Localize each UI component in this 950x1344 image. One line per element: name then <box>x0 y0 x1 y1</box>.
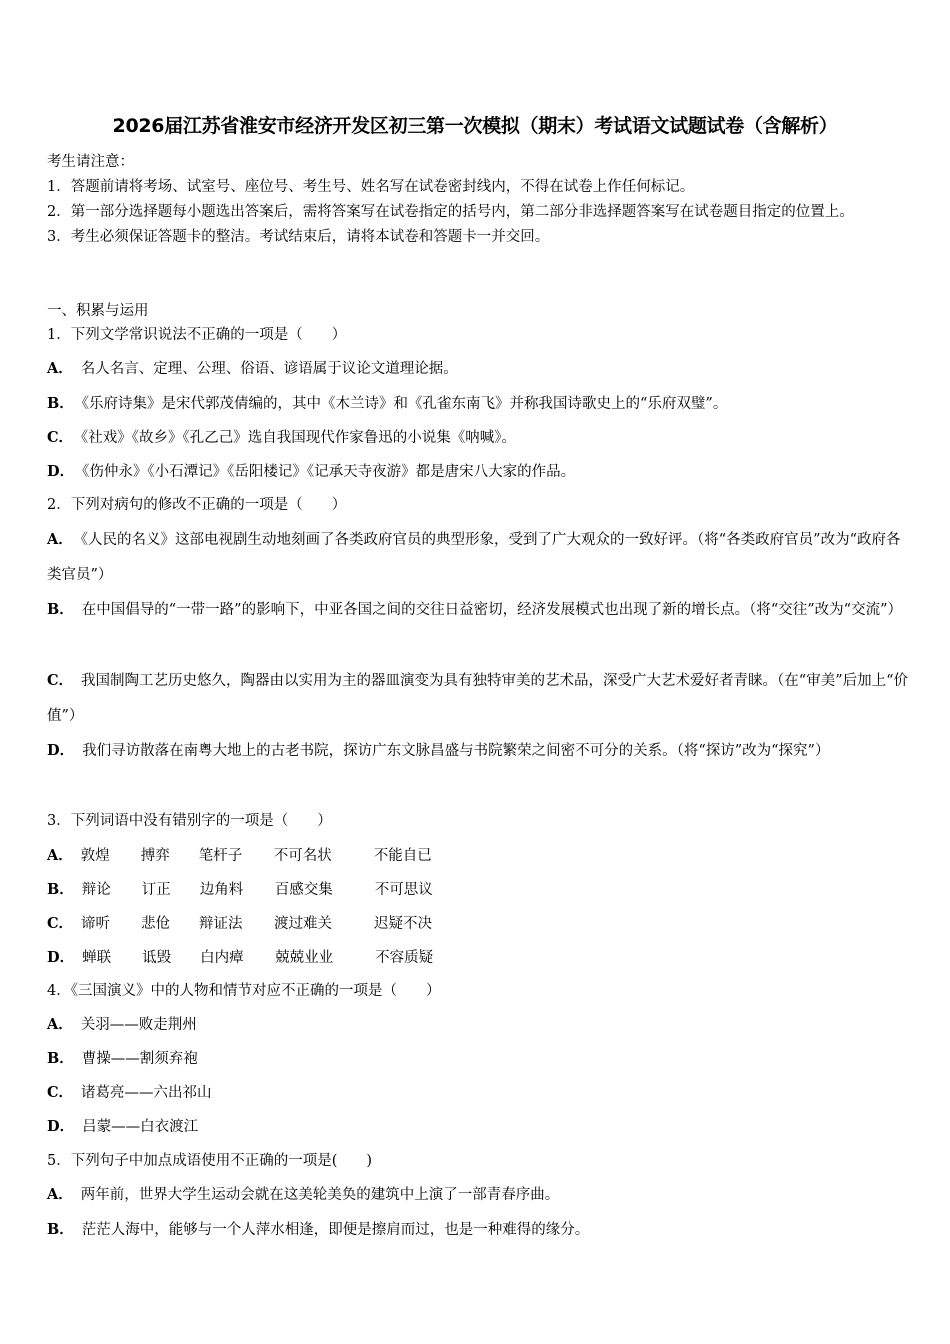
notice-item-2: 2．第一部分选择题每小题选出答案后，需将答案写在试卷指定的括号内，第二部分非选择题答案写在试卷题目指定的位置上。 <box>47 204 854 220</box>
word: 搏弈 <box>140 848 170 864</box>
option-text: 吕蒙——白衣渡江 <box>82 1119 199 1135</box>
word: 不容质疑 <box>375 950 434 966</box>
question-2-stem: 2．下列对病句的修改不正确的一项是（ ） <box>47 497 347 513</box>
q5-option-a <box>47 1177 909 1213</box>
option-label: A． <box>47 1186 73 1203</box>
question-1-stem: 1．下列文学常识说法不正确的一项是（ ） <box>47 327 347 343</box>
q4-option-a <box>47 1007 909 1043</box>
word: 辩论 <box>81 882 111 898</box>
option-label: D． <box>47 742 75 759</box>
notice-block <box>47 150 907 250</box>
word: 诋毁 <box>142 950 172 966</box>
word: 订正 <box>141 882 171 898</box>
option-text: 名人名言、定理、公理、俗语、谚语属于议论文道理论据。 <box>80 361 458 377</box>
word: 笔杆子 <box>198 848 243 864</box>
question-3-stem: 3．下列词语中没有错别字的一项是（ ） <box>47 813 332 829</box>
option-text: 《社戏》《故乡》《孔乙己》选自我国现代作家鲁迅的小说集《呐喊》。 <box>81 430 517 446</box>
word: 迟疑不决 <box>374 916 433 932</box>
page-title: 2026届江苏省淮安市经济开发区初三第一次模拟（期末）考试语文试题试卷（含解析） <box>112 115 838 137</box>
option-text: 两年前，世界大学生运动会就在这美轮美奂的建筑中上演了一部青春序曲。 <box>80 1187 560 1203</box>
word: 敦煌 <box>80 848 110 864</box>
q4-option-c <box>47 1075 909 1111</box>
q5-option-b <box>47 1212 909 1248</box>
question-5-stem: 5．下列句子中加点成语使用不正确的一项是( ) <box>47 1153 373 1169</box>
option-text: 《伤仲永》《小石潭记》《岳阳楼记》《记承天寺夜游》都是唐宋八大家的作品。 <box>82 464 576 480</box>
q1-option-b <box>47 386 909 422</box>
word: 不可名状 <box>273 848 332 864</box>
q3-option-b <box>47 872 909 908</box>
option-label: C． <box>47 915 74 932</box>
option-text: 在中国倡导的“一带一路”的影响下，中亚各国之间的交往日益密切，经济发展模式也出现了新的增长点。（将“交往”改为“交流”） <box>81 602 902 618</box>
option-label: B． <box>47 1050 74 1067</box>
option-text: 我们寻访散落在南粤大地上的古老书院，探访广东文脉昌盛与书院繁荣之间密不可分的关系。（将“探访”改为“探究”） <box>82 743 830 759</box>
q2-option-c <box>47 663 909 734</box>
option-label: D． <box>47 949 75 966</box>
word: 兢兢业业 <box>275 950 334 966</box>
q1-option-a <box>47 351 909 387</box>
option-text: 诸葛亮——六出祁山 <box>81 1085 212 1101</box>
option-label: D． <box>47 463 75 480</box>
option-label: A． <box>47 1016 73 1033</box>
word: 不可思议 <box>374 882 433 898</box>
option-label: B． <box>47 395 74 412</box>
option-text: 《人民的名义》这部电视剧生动地刻画了各类政府官员的典型形象，受到了广大观众的一致好评。（将“各类政府官员”改为“政府各类官员”） <box>47 532 901 583</box>
q2-option-b <box>47 592 909 628</box>
q3-option-c <box>47 906 909 942</box>
option-text: 我国制陶工艺历史悠久，陶器由以实用为主的器皿演变为具有独特审美的艺术品，深受广大艺术爱好者青睐。（在“审美”后加上“价值”） <box>47 673 909 724</box>
q3-option-d <box>47 940 909 976</box>
notice-heading: 考生请注意： <box>47 154 134 170</box>
q1-option-c <box>47 420 909 456</box>
word: 谛听 <box>81 916 111 932</box>
word: 渡过难关 <box>274 916 333 932</box>
word: 不能自已 <box>373 848 432 864</box>
option-label: D． <box>47 1118 75 1135</box>
option-label: B． <box>47 601 74 618</box>
option-label: C． <box>47 429 74 446</box>
option-label: A． <box>47 847 73 864</box>
option-label: C． <box>47 672 74 689</box>
option-text: 关羽——败走荆州 <box>80 1017 197 1033</box>
option-label: C． <box>47 1084 74 1101</box>
option-label: A． <box>47 531 73 548</box>
word: 蝉联 <box>82 950 112 966</box>
notice-item-1: 1．答题前请将考场、试室号、座位号、考生号、姓名写在试卷密封线内，不得在试卷上作任何标记。 <box>47 179 695 195</box>
word: 白内瘴 <box>200 950 244 966</box>
word: 悲伧 <box>141 916 171 932</box>
q4-option-b <box>47 1041 909 1077</box>
word: 百感交集 <box>274 882 333 898</box>
q2-option-d <box>47 733 909 769</box>
notice-item-3: 3．考生必须保证答题卡的整洁。考试结束后，请将本试卷和答题卡一并交回。 <box>47 229 550 245</box>
option-text: 曹操——割须弃袍 <box>81 1051 198 1067</box>
q1-option-d <box>47 454 909 490</box>
option-text: 《乐府诗集》是宋代郭茂倩编的，其中《木兰诗》和《孔雀东南飞》并称我国诗歌史上的“乐府双璧”。 <box>81 396 728 412</box>
option-label: B． <box>47 881 74 898</box>
option-text: 茫茫人海中，能够与一个人萍水相逢，即便是擦肩而过，也是一种难得的缘分。 <box>81 1222 590 1238</box>
word: 边角料 <box>199 882 244 898</box>
section-heading: 一、积累与运用 <box>47 303 149 319</box>
q3-option-a <box>47 838 909 874</box>
word: 辩证法 <box>199 916 243 932</box>
q2-option-a <box>47 522 909 593</box>
question-4-stem: 4．《三国演义》中的人物和情节对应不正确的一项是（ ） <box>47 983 441 999</box>
q4-option-d <box>47 1109 909 1145</box>
option-label: A． <box>47 360 73 377</box>
option-label: B． <box>47 1221 74 1238</box>
